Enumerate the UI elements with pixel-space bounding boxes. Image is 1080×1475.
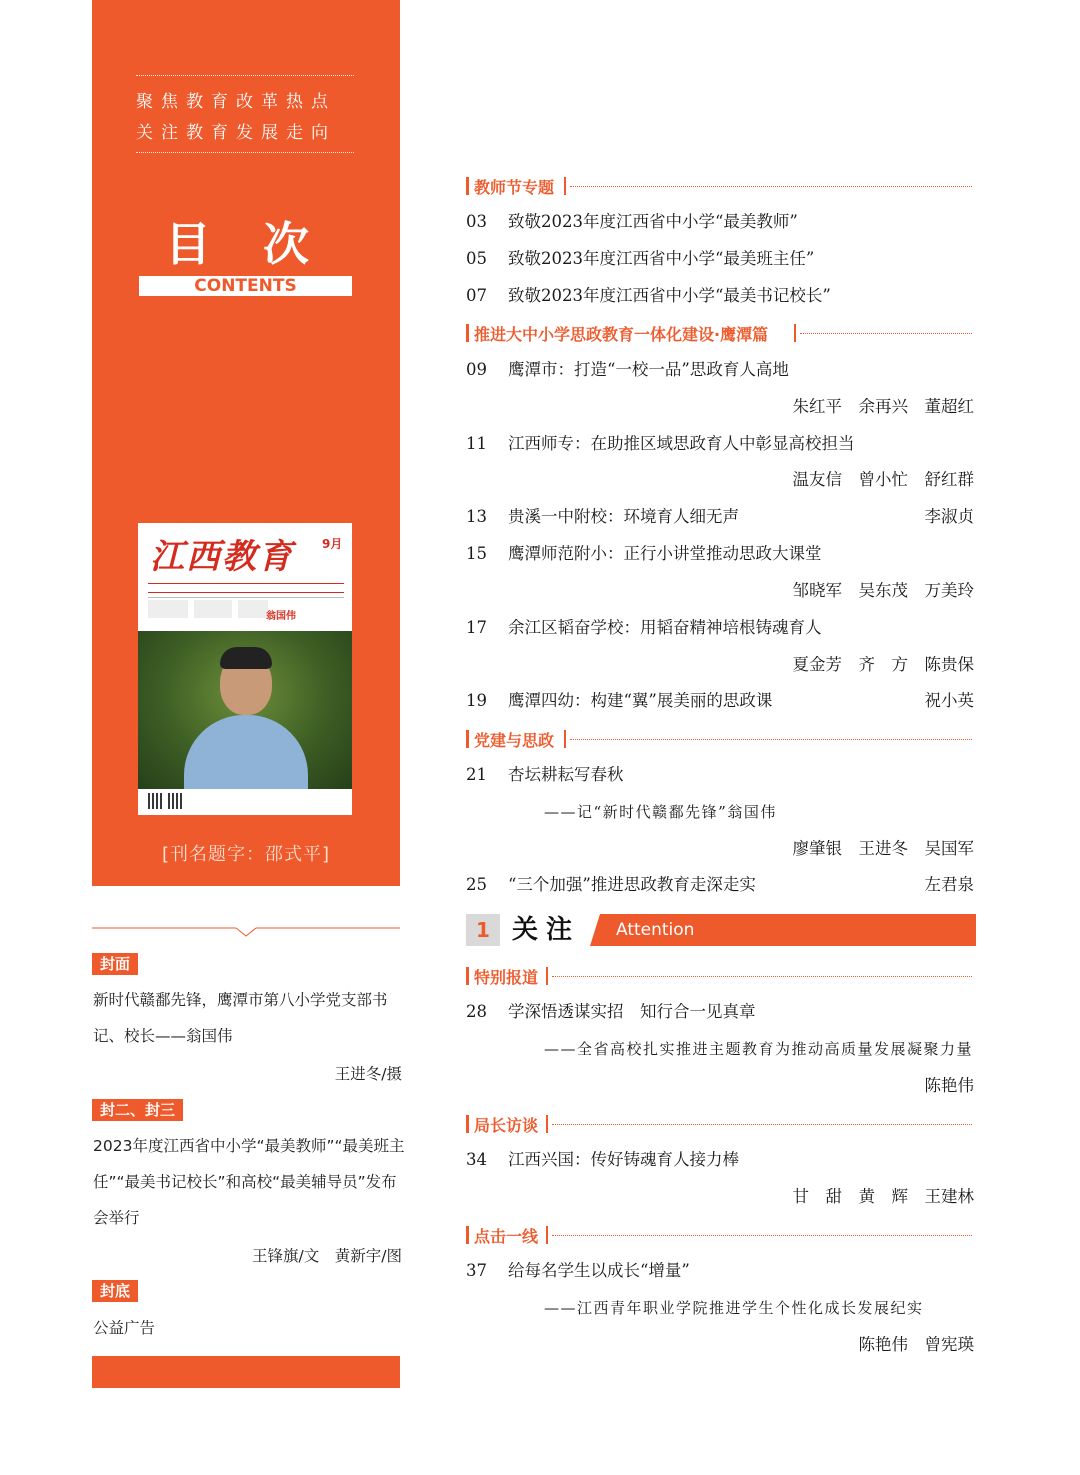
section-bar — [466, 967, 469, 985]
cover-note-tag: 封底 — [92, 1280, 138, 1302]
section-title: 点击一线 — [474, 1227, 539, 1246]
toc-entry-authors — [466, 1331, 974, 1359]
toc-entry[interactable] — [466, 503, 974, 531]
section-bar — [546, 967, 548, 985]
toc-entry[interactable] — [466, 282, 974, 310]
entry-authors: 夏金芳 齐 方 陈贵保 — [792, 655, 974, 674]
entry-authors: 左君泉 — [924, 875, 974, 894]
entry-title: 致敬2023年度江西省中小学“最美班主任” — [508, 249, 815, 268]
toc-entry[interactable] — [466, 998, 974, 1026]
toc-entry[interactable] — [466, 614, 974, 642]
section-title: 推进大中小学思政教育一体化建设·鹰潭篇 — [474, 325, 769, 344]
cover-note-credit: 王锋旗/文 黄新宇/图 — [252, 1247, 402, 1265]
section-rule — [800, 333, 972, 334]
toc-entry[interactable] — [466, 1146, 974, 1174]
section-bar — [564, 177, 566, 195]
cover-photo-shirt — [184, 715, 308, 795]
entry-page: 17 — [466, 618, 487, 637]
entry-title: “三个加强”推进思政教育走深走实 — [508, 875, 756, 894]
bottom-accent-bar — [92, 1356, 400, 1388]
entry-page: 13 — [466, 507, 487, 526]
entry-title: 学深悟透谋实招 知行合一见真章 — [508, 1002, 756, 1021]
section-rule — [552, 1124, 972, 1125]
section-rule — [570, 186, 972, 187]
entry-page: 15 — [466, 544, 487, 563]
entry-title: 鹰潭师范附小：正行小讲堂推动思政大课堂 — [508, 544, 822, 563]
section-bar — [466, 1226, 469, 1244]
section-header — [466, 174, 972, 198]
toc-entry-authors — [466, 577, 974, 605]
toc-entry[interactable] — [466, 687, 974, 715]
toc-entry[interactable] — [466, 430, 974, 458]
attention-title: 关注 — [512, 915, 581, 945]
entry-title: 江西师专：在助推区域思政育人中彰显高校担当 — [508, 434, 855, 453]
section-bar — [546, 1226, 548, 1244]
section-title: 特别报道 — [474, 968, 539, 987]
entry-title: 贵溪一中附校：环境育人细无声 — [508, 507, 739, 526]
entry-page: 07 — [466, 286, 487, 305]
entry-page: 34 — [466, 1150, 487, 1169]
slogan-line-2: 关注教育发展走向 — [136, 123, 336, 143]
cover-note-text: 新时代赣鄱先锋，鹰潭市第八小学党支部书记、校长——翁国伟 — [93, 991, 388, 1045]
cover-note-credit: 王进冬/摄 — [334, 1065, 402, 1083]
toc-entry-authors — [466, 651, 974, 679]
slogan-rule-bottom — [136, 152, 354, 153]
toc-entry[interactable] — [466, 871, 974, 899]
entry-authors: 廖肇银 王进冬 吴国军 — [792, 839, 974, 858]
entry-subtitle: ——记“新时代赣鄱先锋”翁国伟 — [544, 803, 777, 821]
entry-page: 05 — [466, 249, 487, 268]
toc-entry-authors — [466, 1183, 974, 1211]
section-title: 教师节专题 — [474, 178, 555, 197]
section-bar — [546, 1115, 548, 1133]
toc-entry-authors — [466, 1072, 974, 1100]
entry-title: 鹰潭四幼：构建“翼”展美丽的思政课 — [508, 691, 773, 710]
entry-subtitle: ——江西青年职业学院推进学生个性化成长发展纪实 — [544, 1299, 924, 1317]
entry-authors: 陈艳伟 曾宪瑛 — [858, 1335, 974, 1354]
section-bar — [466, 324, 469, 342]
attention-banner — [466, 914, 976, 946]
entry-page: 28 — [466, 1002, 487, 1021]
cover-grid-cell — [194, 600, 232, 618]
slogan-line-1: 聚焦教育改革热点 — [136, 92, 336, 112]
entry-page: 25 — [466, 875, 487, 894]
section-bar — [466, 177, 469, 195]
section-header — [466, 964, 972, 988]
cover-photo-hair — [220, 647, 272, 669]
qr-code-icon — [148, 793, 164, 809]
entry-page: 19 — [466, 691, 487, 710]
decorative-divider — [92, 926, 400, 938]
cover-person-name: 翁国伟 — [266, 611, 296, 622]
toc-entry-authors — [466, 466, 974, 494]
contents-label: CONTENTS — [139, 276, 352, 296]
entry-page: 03 — [466, 212, 487, 231]
entry-title: 给每名学生以成长“增量” — [508, 1261, 690, 1280]
section-title: 党建与思政 — [474, 731, 555, 750]
section-bar — [564, 730, 566, 748]
cover-note-tag: 封二、封三 — [92, 1099, 183, 1121]
cover-note-text: 2023年度江西省中小学“最美教师”“最美班主任”“最美书记校长”和高校“最美辅导员”发布会举行 — [93, 1137, 405, 1227]
entry-page: 37 — [466, 1261, 487, 1280]
entry-authors: 温友信 曾小忙 舒红群 — [792, 470, 974, 489]
section-header — [466, 1112, 972, 1136]
cover-footer — [138, 789, 352, 815]
section-header — [466, 727, 972, 751]
entry-title: 杏坛耕耘写春秋 — [508, 765, 624, 784]
cover-grid-cell — [238, 600, 268, 618]
toc-entry[interactable] — [466, 245, 974, 273]
qr-code-icon — [168, 793, 184, 809]
section-title: 局长访谈 — [474, 1116, 539, 1135]
section-bar — [466, 1115, 469, 1133]
section-rule — [552, 1235, 972, 1236]
cover-grid-cell — [148, 600, 188, 618]
toc-entry[interactable] — [466, 761, 974, 789]
section-header — [466, 1223, 972, 1247]
attention-english-label: Attention — [616, 920, 695, 940]
cover-issue: 9月 — [322, 537, 343, 551]
cover-headline-grid — [148, 597, 344, 622]
entry-authors: 陈艳伟 — [924, 1076, 974, 1095]
cover-note-text: 公益广告 — [93, 1319, 156, 1337]
entry-authors: 甘 甜 黄 辉 王建林 — [792, 1187, 974, 1206]
entry-authors: 邹晓军 吴东茂 万美玲 — [792, 581, 974, 600]
cover-masthead: 江西教育 — [150, 537, 294, 577]
section-rule — [570, 739, 972, 740]
section-bar — [794, 324, 796, 342]
cover-photo — [138, 631, 352, 789]
entry-page: 09 — [466, 360, 487, 379]
entry-title: 余江区韬奋学校：用韬奋精神培根铸魂育人 — [508, 618, 822, 637]
cover-thumbnail[interactable] — [138, 523, 352, 815]
section-bar — [466, 730, 469, 748]
section-rule — [552, 976, 972, 977]
toc-entry[interactable] — [466, 540, 974, 568]
entry-authors: 祝小英 — [924, 691, 974, 710]
entry-title: 致敬2023年度江西省中小学“最美书记校长” — [508, 286, 831, 305]
sidebar-panel — [92, 0, 400, 886]
toc-title: 目 次 — [164, 217, 327, 271]
calligraphy-credit: [刊名题字：邵式平] — [161, 844, 331, 865]
attention-number: 1 — [476, 918, 490, 942]
section-header — [466, 321, 972, 345]
cover-band — [148, 583, 344, 593]
entry-page: 21 — [466, 765, 487, 784]
toc-entry-authors — [466, 393, 974, 421]
toc-entry-authors — [466, 835, 974, 863]
cover-note-tag: 封面 — [92, 953, 138, 975]
toc-entry[interactable] — [466, 208, 974, 236]
entry-title: 江西兴国：传好铸魂育人接力棒 — [508, 1150, 739, 1169]
slogan-rule-top — [136, 75, 354, 76]
entry-title: 致敬2023年度江西省中小学“最美教师” — [508, 212, 798, 231]
entry-subtitle: ——全省高校扎实推进主题教育为推动高质量发展凝聚力量 — [544, 1040, 974, 1058]
entry-title: 鹰潭市：打造“一校一品”思政育人高地 — [508, 360, 789, 379]
entry-authors: 朱红平 余再兴 董超红 — [792, 397, 974, 416]
entry-authors: 李淑贞 — [924, 507, 974, 526]
toc-entry[interactable] — [466, 1257, 974, 1285]
toc-entry[interactable] — [466, 356, 974, 384]
entry-page: 11 — [466, 434, 487, 453]
